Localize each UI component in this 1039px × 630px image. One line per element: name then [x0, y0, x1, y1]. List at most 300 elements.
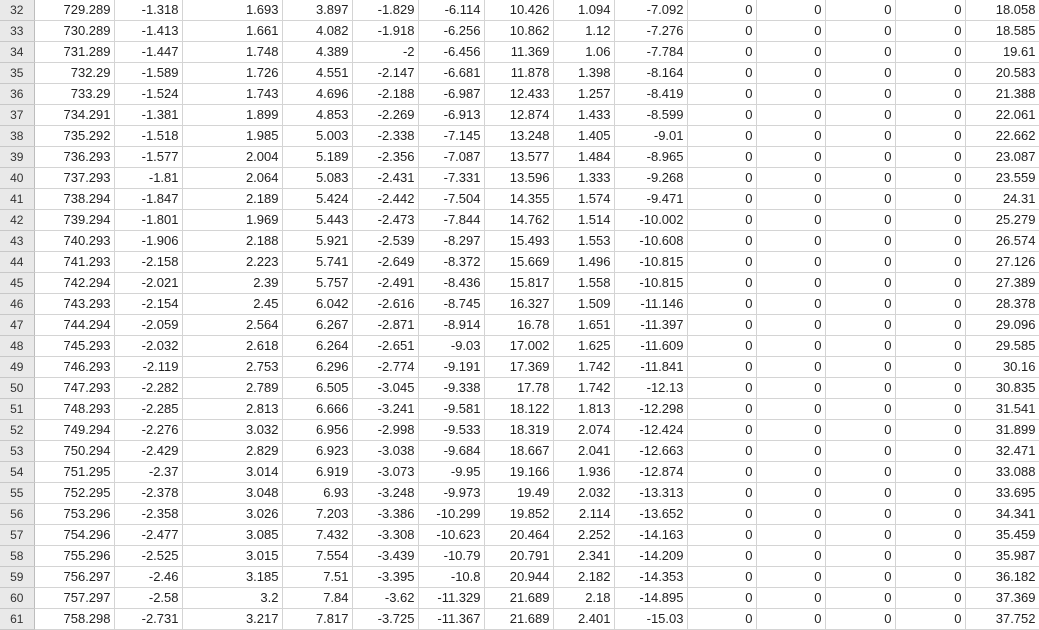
- cell[interactable]: 0: [756, 126, 825, 147]
- cell[interactable]: 12.433: [484, 84, 553, 105]
- cell[interactable]: 1.094: [553, 0, 614, 21]
- cell[interactable]: 0: [687, 105, 756, 126]
- cell[interactable]: 2.252: [553, 525, 614, 546]
- cell[interactable]: -10.815: [614, 252, 687, 273]
- cell[interactable]: 729.289: [34, 0, 114, 21]
- cell[interactable]: 0: [756, 231, 825, 252]
- cell[interactable]: -3.725: [352, 609, 418, 630]
- cell[interactable]: 0: [687, 483, 756, 504]
- cell[interactable]: -7.276: [614, 21, 687, 42]
- cell[interactable]: 732.29: [34, 63, 114, 84]
- cell[interactable]: 0: [895, 21, 965, 42]
- cell[interactable]: -8.745: [418, 294, 484, 315]
- cell[interactable]: 6.042: [282, 294, 352, 315]
- row-header[interactable]: 39: [0, 147, 34, 168]
- cell[interactable]: 6.264: [282, 336, 352, 357]
- cell[interactable]: 2.39: [182, 273, 282, 294]
- cell[interactable]: -11.841: [614, 357, 687, 378]
- cell[interactable]: 5.003: [282, 126, 352, 147]
- cell[interactable]: 30.16: [965, 357, 1039, 378]
- cell[interactable]: -2.651: [352, 336, 418, 357]
- cell[interactable]: 4.696: [282, 84, 352, 105]
- cell[interactable]: -2.032: [114, 336, 182, 357]
- cell[interactable]: -7.092: [614, 0, 687, 21]
- cell[interactable]: -8.436: [418, 273, 484, 294]
- cell[interactable]: -3.395: [352, 567, 418, 588]
- cell[interactable]: 1.398: [553, 63, 614, 84]
- cell[interactable]: -2.154: [114, 294, 182, 315]
- cell[interactable]: 0: [756, 21, 825, 42]
- cell[interactable]: 741.293: [34, 252, 114, 273]
- cell[interactable]: -10.002: [614, 210, 687, 231]
- cell[interactable]: 7.84: [282, 588, 352, 609]
- cell[interactable]: 11.369: [484, 42, 553, 63]
- cell[interactable]: 0: [895, 252, 965, 273]
- row-header[interactable]: 59: [0, 567, 34, 588]
- cell[interactable]: 0: [687, 462, 756, 483]
- cell[interactable]: 37.369: [965, 588, 1039, 609]
- cell[interactable]: 6.296: [282, 357, 352, 378]
- cell[interactable]: 0: [756, 84, 825, 105]
- cell[interactable]: -8.965: [614, 147, 687, 168]
- cell[interactable]: -7.844: [418, 210, 484, 231]
- cell[interactable]: 0: [687, 420, 756, 441]
- cell[interactable]: 5.443: [282, 210, 352, 231]
- row-header[interactable]: 49: [0, 357, 34, 378]
- cell[interactable]: 0: [687, 273, 756, 294]
- cell[interactable]: 0: [687, 546, 756, 567]
- cell[interactable]: 4.082: [282, 21, 352, 42]
- cell[interactable]: 750.294: [34, 441, 114, 462]
- cell[interactable]: 20.464: [484, 525, 553, 546]
- cell[interactable]: 2.789: [182, 378, 282, 399]
- cell[interactable]: 7.432: [282, 525, 352, 546]
- cell[interactable]: 744.294: [34, 315, 114, 336]
- cell[interactable]: 37.752: [965, 609, 1039, 630]
- cell[interactable]: 2.032: [553, 483, 614, 504]
- cell[interactable]: 1.333: [553, 168, 614, 189]
- cell[interactable]: -9.338: [418, 378, 484, 399]
- cell[interactable]: -3.386: [352, 504, 418, 525]
- cell[interactable]: 24.31: [965, 189, 1039, 210]
- cell[interactable]: 2.182: [553, 567, 614, 588]
- row-header[interactable]: 60: [0, 588, 34, 609]
- cell[interactable]: -9.01: [614, 126, 687, 147]
- cell[interactable]: 0: [825, 504, 895, 525]
- cell[interactable]: 0: [756, 420, 825, 441]
- cell[interactable]: 6.956: [282, 420, 352, 441]
- row-header[interactable]: 57: [0, 525, 34, 546]
- cell[interactable]: 0: [687, 147, 756, 168]
- cell[interactable]: 730.289: [34, 21, 114, 42]
- cell[interactable]: 0: [687, 252, 756, 273]
- cell[interactable]: -2.477: [114, 525, 182, 546]
- cell[interactable]: 0: [687, 63, 756, 84]
- cell[interactable]: 18.122: [484, 399, 553, 420]
- cell[interactable]: 1.748: [182, 42, 282, 63]
- cell[interactable]: -14.163: [614, 525, 687, 546]
- cell[interactable]: 35.987: [965, 546, 1039, 567]
- cell[interactable]: -6.114: [418, 0, 484, 21]
- cell[interactable]: 19.852: [484, 504, 553, 525]
- cell[interactable]: -8.164: [614, 63, 687, 84]
- cell[interactable]: 0: [825, 525, 895, 546]
- cell[interactable]: -2.276: [114, 420, 182, 441]
- cell[interactable]: 30.835: [965, 378, 1039, 399]
- cell[interactable]: -3.248: [352, 483, 418, 504]
- cell[interactable]: 29.585: [965, 336, 1039, 357]
- cell[interactable]: -2.269: [352, 105, 418, 126]
- cell[interactable]: 2.341: [553, 546, 614, 567]
- cell[interactable]: -13.652: [614, 504, 687, 525]
- cell[interactable]: -2.731: [114, 609, 182, 630]
- cell[interactable]: 12.874: [484, 105, 553, 126]
- cell[interactable]: -9.03: [418, 336, 484, 357]
- cell[interactable]: 0: [756, 147, 825, 168]
- cell[interactable]: 2.188: [182, 231, 282, 252]
- cell[interactable]: 1.433: [553, 105, 614, 126]
- cell[interactable]: -9.973: [418, 483, 484, 504]
- cell[interactable]: -1.577: [114, 147, 182, 168]
- cell[interactable]: 0: [895, 504, 965, 525]
- cell[interactable]: 1.936: [553, 462, 614, 483]
- cell[interactable]: 0: [687, 210, 756, 231]
- cell[interactable]: -1.801: [114, 210, 182, 231]
- cell[interactable]: -14.209: [614, 546, 687, 567]
- cell[interactable]: 0: [825, 420, 895, 441]
- cell[interactable]: 0: [895, 336, 965, 357]
- cell[interactable]: -11.609: [614, 336, 687, 357]
- cell[interactable]: 0: [895, 84, 965, 105]
- cell[interactable]: -1.847: [114, 189, 182, 210]
- row-header[interactable]: 45: [0, 273, 34, 294]
- cell[interactable]: 0: [687, 315, 756, 336]
- cell[interactable]: -2.358: [114, 504, 182, 525]
- cell[interactable]: -6.256: [418, 21, 484, 42]
- cell[interactable]: -7.504: [418, 189, 484, 210]
- cell[interactable]: 0: [825, 42, 895, 63]
- cell[interactable]: 737.293: [34, 168, 114, 189]
- cell[interactable]: -9.268: [614, 168, 687, 189]
- cell[interactable]: 0: [687, 126, 756, 147]
- cell[interactable]: 0: [687, 189, 756, 210]
- cell[interactable]: 740.293: [34, 231, 114, 252]
- cell[interactable]: 10.862: [484, 21, 553, 42]
- cell[interactable]: 19.49: [484, 483, 553, 504]
- cell[interactable]: -1.381: [114, 105, 182, 126]
- cell[interactable]: 26.574: [965, 231, 1039, 252]
- cell[interactable]: 751.295: [34, 462, 114, 483]
- cell[interactable]: -2.774: [352, 357, 418, 378]
- cell[interactable]: 0: [895, 189, 965, 210]
- cell[interactable]: -10.623: [418, 525, 484, 546]
- cell[interactable]: 5.921: [282, 231, 352, 252]
- cell[interactable]: 27.126: [965, 252, 1039, 273]
- cell[interactable]: 752.295: [34, 483, 114, 504]
- cell[interactable]: 23.087: [965, 147, 1039, 168]
- cell[interactable]: -2.58: [114, 588, 182, 609]
- cell[interactable]: 0: [825, 357, 895, 378]
- cell[interactable]: 0: [756, 189, 825, 210]
- cell[interactable]: -2.37: [114, 462, 182, 483]
- cell[interactable]: 753.296: [34, 504, 114, 525]
- cell[interactable]: 758.298: [34, 609, 114, 630]
- cell[interactable]: 2.041: [553, 441, 614, 462]
- row-header[interactable]: 54: [0, 462, 34, 483]
- cell[interactable]: -6.456: [418, 42, 484, 63]
- cell[interactable]: 0: [825, 294, 895, 315]
- cell[interactable]: 731.289: [34, 42, 114, 63]
- row-header[interactable]: 53: [0, 441, 34, 462]
- cell[interactable]: 1.985: [182, 126, 282, 147]
- cell[interactable]: -2.059: [114, 315, 182, 336]
- cell[interactable]: 3.015: [182, 546, 282, 567]
- row-header[interactable]: 46: [0, 294, 34, 315]
- cell[interactable]: 6.267: [282, 315, 352, 336]
- cell[interactable]: 0: [895, 315, 965, 336]
- cell[interactable]: 1.06: [553, 42, 614, 63]
- cell[interactable]: -2.021: [114, 273, 182, 294]
- cell[interactable]: -1.318: [114, 0, 182, 21]
- cell[interactable]: -10.8: [418, 567, 484, 588]
- cell[interactable]: -12.874: [614, 462, 687, 483]
- cell[interactable]: 4.551: [282, 63, 352, 84]
- row-header[interactable]: 50: [0, 378, 34, 399]
- cell[interactable]: 0: [895, 42, 965, 63]
- cell[interactable]: 31.541: [965, 399, 1039, 420]
- cell[interactable]: 0: [825, 399, 895, 420]
- cell[interactable]: 0: [687, 609, 756, 630]
- cell[interactable]: 7.203: [282, 504, 352, 525]
- cell[interactable]: 0: [756, 294, 825, 315]
- row-header[interactable]: 38: [0, 126, 34, 147]
- cell[interactable]: -2.649: [352, 252, 418, 273]
- cell[interactable]: -9.533: [418, 420, 484, 441]
- cell[interactable]: -2.525: [114, 546, 182, 567]
- cell[interactable]: 0: [895, 168, 965, 189]
- cell[interactable]: -3.241: [352, 399, 418, 420]
- cell[interactable]: 0: [825, 273, 895, 294]
- cell[interactable]: 1.726: [182, 63, 282, 84]
- cell[interactable]: 1.553: [553, 231, 614, 252]
- cell[interactable]: 18.058: [965, 0, 1039, 21]
- cell[interactable]: 755.296: [34, 546, 114, 567]
- cell[interactable]: -8.914: [418, 315, 484, 336]
- cell[interactable]: 5.757: [282, 273, 352, 294]
- cell[interactable]: 6.505: [282, 378, 352, 399]
- cell[interactable]: 0: [687, 294, 756, 315]
- cell[interactable]: 3.897: [282, 0, 352, 21]
- cell[interactable]: 14.355: [484, 189, 553, 210]
- cell[interactable]: 3.185: [182, 567, 282, 588]
- cell[interactable]: -3.308: [352, 525, 418, 546]
- row-header[interactable]: 44: [0, 252, 34, 273]
- cell[interactable]: -2.616: [352, 294, 418, 315]
- cell[interactable]: -2.356: [352, 147, 418, 168]
- cell[interactable]: -1.81: [114, 168, 182, 189]
- cell[interactable]: 0: [895, 105, 965, 126]
- cell[interactable]: 1.693: [182, 0, 282, 21]
- cell[interactable]: 0: [687, 399, 756, 420]
- row-header[interactable]: 32: [0, 0, 34, 21]
- cell[interactable]: 23.559: [965, 168, 1039, 189]
- cell[interactable]: -6.913: [418, 105, 484, 126]
- cell[interactable]: -2.285: [114, 399, 182, 420]
- cell[interactable]: 2.074: [553, 420, 614, 441]
- cell[interactable]: 0: [756, 252, 825, 273]
- cell[interactable]: 22.061: [965, 105, 1039, 126]
- cell[interactable]: 27.389: [965, 273, 1039, 294]
- cell[interactable]: 20.944: [484, 567, 553, 588]
- row-header[interactable]: 35: [0, 63, 34, 84]
- cell[interactable]: 0: [895, 294, 965, 315]
- cell[interactable]: 2.618: [182, 336, 282, 357]
- cell[interactable]: 748.293: [34, 399, 114, 420]
- row-header[interactable]: 47: [0, 315, 34, 336]
- cell[interactable]: 1.257: [553, 84, 614, 105]
- cell[interactable]: 20.583: [965, 63, 1039, 84]
- cell[interactable]: -3.62: [352, 588, 418, 609]
- cell[interactable]: 6.666: [282, 399, 352, 420]
- cell[interactable]: 757.297: [34, 588, 114, 609]
- cell[interactable]: -13.313: [614, 483, 687, 504]
- cell[interactable]: 1.514: [553, 210, 614, 231]
- cell[interactable]: 0: [687, 336, 756, 357]
- cell[interactable]: 0: [895, 126, 965, 147]
- cell[interactable]: -3.045: [352, 378, 418, 399]
- cell[interactable]: 0: [825, 21, 895, 42]
- cell[interactable]: 19.61: [965, 42, 1039, 63]
- cell[interactable]: 0: [825, 378, 895, 399]
- cell[interactable]: 734.291: [34, 105, 114, 126]
- cell[interactable]: 1.496: [553, 252, 614, 273]
- row-header[interactable]: 55: [0, 483, 34, 504]
- cell[interactable]: -2.378: [114, 483, 182, 504]
- cell[interactable]: 0: [756, 105, 825, 126]
- cell[interactable]: 11.878: [484, 63, 553, 84]
- cell[interactable]: 16.327: [484, 294, 553, 315]
- cell[interactable]: -10.608: [614, 231, 687, 252]
- cell[interactable]: 738.294: [34, 189, 114, 210]
- cell[interactable]: 28.378: [965, 294, 1039, 315]
- cell[interactable]: 0: [756, 63, 825, 84]
- cell[interactable]: 20.791: [484, 546, 553, 567]
- cell[interactable]: 0: [825, 567, 895, 588]
- cell[interactable]: -2.998: [352, 420, 418, 441]
- cell[interactable]: 0: [895, 588, 965, 609]
- cell[interactable]: 13.248: [484, 126, 553, 147]
- cell[interactable]: -6.987: [418, 84, 484, 105]
- cell[interactable]: 0: [756, 441, 825, 462]
- cell[interactable]: 0: [895, 378, 965, 399]
- cell[interactable]: -10.815: [614, 273, 687, 294]
- cell[interactable]: 1.509: [553, 294, 614, 315]
- cell[interactable]: 6.919: [282, 462, 352, 483]
- row-header[interactable]: 37: [0, 105, 34, 126]
- cell[interactable]: -7.087: [418, 147, 484, 168]
- cell[interactable]: 0: [756, 588, 825, 609]
- cell[interactable]: 1.625: [553, 336, 614, 357]
- cell[interactable]: 0: [756, 210, 825, 231]
- cell[interactable]: 0: [895, 567, 965, 588]
- cell[interactable]: 0: [895, 210, 965, 231]
- cell[interactable]: -1.589: [114, 63, 182, 84]
- row-header[interactable]: 33: [0, 21, 34, 42]
- cell[interactable]: 1.661: [182, 21, 282, 42]
- cell[interactable]: 1.742: [553, 378, 614, 399]
- cell[interactable]: 18.667: [484, 441, 553, 462]
- cell[interactable]: 0: [687, 504, 756, 525]
- row-header[interactable]: 40: [0, 168, 34, 189]
- cell[interactable]: 4.853: [282, 105, 352, 126]
- cell[interactable]: 21.689: [484, 588, 553, 609]
- cell[interactable]: -1.447: [114, 42, 182, 63]
- cell[interactable]: -2.871: [352, 315, 418, 336]
- cell[interactable]: -7.784: [614, 42, 687, 63]
- cell[interactable]: 746.293: [34, 357, 114, 378]
- cell[interactable]: 0: [825, 546, 895, 567]
- cell[interactable]: 2.223: [182, 252, 282, 273]
- cell[interactable]: 0: [895, 546, 965, 567]
- cell[interactable]: 0: [825, 252, 895, 273]
- cell[interactable]: 6.923: [282, 441, 352, 462]
- cell[interactable]: -2.442: [352, 189, 418, 210]
- cell[interactable]: 0: [756, 273, 825, 294]
- cell[interactable]: 754.296: [34, 525, 114, 546]
- cell[interactable]: -10.79: [418, 546, 484, 567]
- cell[interactable]: 1.743: [182, 84, 282, 105]
- cell[interactable]: 1.558: [553, 273, 614, 294]
- cell[interactable]: -9.471: [614, 189, 687, 210]
- cell[interactable]: 0: [895, 420, 965, 441]
- cell[interactable]: -2.338: [352, 126, 418, 147]
- cell[interactable]: 0: [825, 84, 895, 105]
- cell[interactable]: 17.369: [484, 357, 553, 378]
- cell[interactable]: 15.669: [484, 252, 553, 273]
- cell[interactable]: 2.753: [182, 357, 282, 378]
- cell[interactable]: 13.596: [484, 168, 553, 189]
- cell[interactable]: 0: [687, 42, 756, 63]
- cell[interactable]: -12.13: [614, 378, 687, 399]
- cell[interactable]: -12.663: [614, 441, 687, 462]
- cell[interactable]: 2.564: [182, 315, 282, 336]
- cell[interactable]: 0: [825, 147, 895, 168]
- cell[interactable]: 4.389: [282, 42, 352, 63]
- cell[interactable]: 15.493: [484, 231, 553, 252]
- row-header[interactable]: 43: [0, 231, 34, 252]
- cell[interactable]: -1.413: [114, 21, 182, 42]
- cell[interactable]: 0: [895, 483, 965, 504]
- cell[interactable]: 0: [825, 483, 895, 504]
- cell[interactable]: 0: [895, 147, 965, 168]
- cell[interactable]: -3.038: [352, 441, 418, 462]
- cell[interactable]: 0: [895, 609, 965, 630]
- cell[interactable]: -2.431: [352, 168, 418, 189]
- cell[interactable]: 0: [825, 126, 895, 147]
- cell[interactable]: 33.088: [965, 462, 1039, 483]
- cell[interactable]: 5.424: [282, 189, 352, 210]
- cell[interactable]: -2.429: [114, 441, 182, 462]
- cell[interactable]: 36.182: [965, 567, 1039, 588]
- cell[interactable]: 1.899: [182, 105, 282, 126]
- cell[interactable]: 0: [756, 336, 825, 357]
- cell[interactable]: -12.424: [614, 420, 687, 441]
- cell[interactable]: 0: [756, 546, 825, 567]
- cell[interactable]: 0: [756, 483, 825, 504]
- cell[interactable]: 749.294: [34, 420, 114, 441]
- cell[interactable]: 0: [756, 42, 825, 63]
- cell[interactable]: 0: [687, 588, 756, 609]
